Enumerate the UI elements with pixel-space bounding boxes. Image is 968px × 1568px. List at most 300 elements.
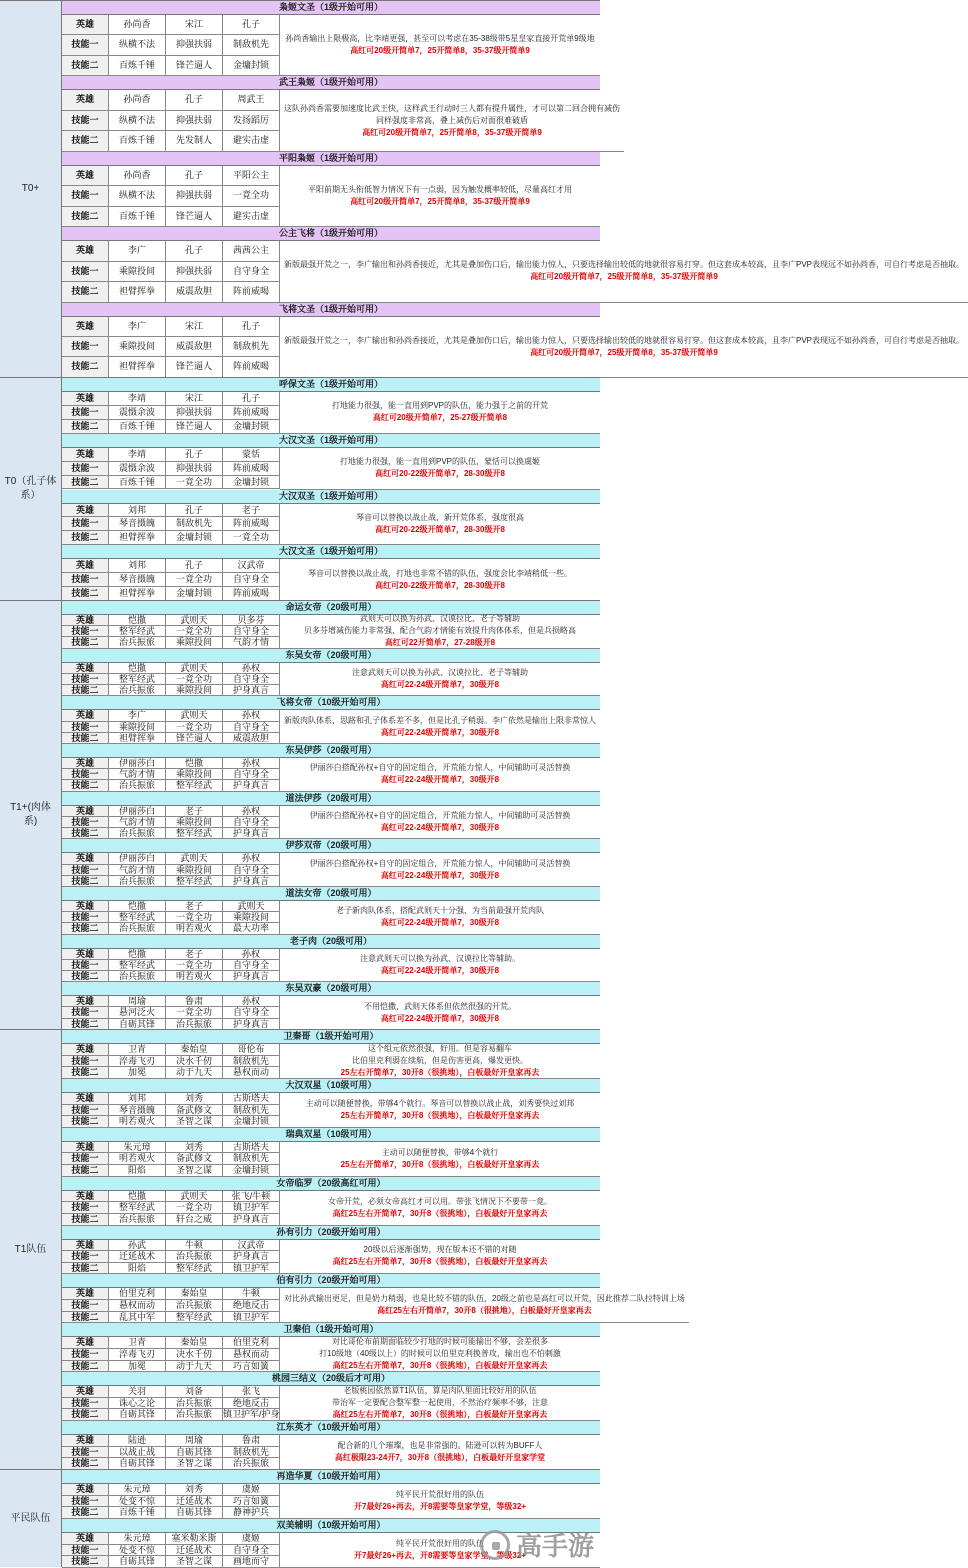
recommendation-note: 高红25左右开简单7，30开8（很挑地），白板最好开皇家再去 bbox=[332, 1410, 548, 1420]
table-cell: 百炼千锤 bbox=[109, 56, 166, 75]
table-cell: 抑强扶弱 bbox=[166, 462, 223, 475]
row-header: 英雄 bbox=[62, 806, 109, 816]
tier-body bbox=[62, 378, 600, 601]
table-cell: 孔子 bbox=[223, 392, 280, 405]
row-header: 英雄 bbox=[62, 559, 109, 572]
table-cell: 阳焰 bbox=[109, 1263, 166, 1274]
table-cell: 镇卫护军 bbox=[223, 1312, 280, 1323]
tier-label: T1+(肉体系) bbox=[0, 601, 62, 1029]
table-cell: 气韵才情 bbox=[109, 865, 166, 875]
description-text: 新版最强开荒之一，李广输出和孙尚香接近，尤其是叠加伤口后，输出能力惊人，只要选择输出较低的地就很容易打穿。但这套成本较高，且李广PVP表现远不如孙尚香，可自行考虑是否抽取。 bbox=[284, 260, 964, 270]
table-cell: 孙权 bbox=[223, 996, 280, 1006]
lineup-title: 双美辅明（10级开始可用） bbox=[62, 1519, 600, 1533]
skill-row bbox=[62, 1067, 280, 1079]
row-header: 英雄 bbox=[62, 1142, 109, 1153]
lineup-description bbox=[280, 758, 600, 792]
description-text: 纯平民开荒很好用的队伍 bbox=[396, 1490, 484, 1499]
table-cell: 整军经武 bbox=[109, 960, 166, 970]
hero-row bbox=[62, 448, 280, 462]
table-cell: 决水千仞 bbox=[166, 1349, 223, 1360]
table-cell: 自守身全 bbox=[223, 769, 280, 779]
table-cell: 自砺其锋 bbox=[166, 1447, 223, 1458]
table-cell: 秦始皇 bbox=[166, 1288, 223, 1299]
lineup-title: 武王枭姬（1级开始可用） bbox=[62, 76, 600, 90]
table-cell: 孙权 bbox=[223, 949, 280, 959]
row-header: 英雄 bbox=[62, 1337, 109, 1348]
recommendation-note: 高红可20级开简单7，25开简单8，35-37级开简单9 bbox=[362, 127, 542, 137]
row-header: 技能二 bbox=[62, 1458, 109, 1469]
hero-skill-table bbox=[62, 996, 280, 1030]
lineup-block bbox=[62, 1177, 600, 1226]
lineup-block bbox=[62, 76, 620, 151]
lineup-title: 孙有引力（20级开始可用） bbox=[62, 1226, 600, 1240]
hero-skill-table bbox=[62, 1337, 280, 1372]
table-cell: 老子 bbox=[166, 949, 223, 959]
lineup-title: 再造华夏（10级开始可用） bbox=[62, 1470, 600, 1484]
table-cell: 孔子 bbox=[223, 15, 280, 34]
table-cell: 一竟全功 bbox=[166, 573, 223, 586]
table-cell: 绝地反击 bbox=[223, 1398, 280, 1409]
recommendation-note: 高红可20级开简单7，25-27级开简单8 bbox=[372, 413, 508, 423]
row-header: 英雄 bbox=[62, 90, 109, 109]
table-cell: 孙权 bbox=[223, 663, 280, 673]
table-cell: 决水千仞 bbox=[166, 1056, 223, 1067]
lineup-description bbox=[280, 1337, 600, 1372]
lineup-grid bbox=[62, 1093, 600, 1128]
hero-skill-table bbox=[62, 448, 280, 490]
recommendation-note: 高红可22-24级开简单7，30级开8 bbox=[380, 965, 500, 975]
skill-row bbox=[62, 420, 280, 434]
hero-row bbox=[62, 901, 280, 912]
table-cell: 乘隙投间 bbox=[109, 262, 166, 281]
table-cell: 孙尚香 bbox=[109, 166, 166, 185]
recommendation-note: 高红可22-24级开简单7，30级开8 bbox=[380, 775, 500, 785]
lineup-description bbox=[280, 949, 600, 983]
table-cell: 气韵才情 bbox=[109, 769, 166, 779]
row-header: 技能一 bbox=[62, 674, 109, 684]
table-cell: 制敌机先 bbox=[223, 337, 280, 356]
skill-row bbox=[62, 262, 280, 282]
lineup-grid bbox=[62, 853, 600, 887]
lineup-grid bbox=[62, 15, 600, 76]
table-cell: 平阳公主 bbox=[223, 166, 280, 185]
skill-row bbox=[62, 971, 280, 982]
lineup-block bbox=[62, 1470, 600, 1519]
table-cell: 治兵振旅 bbox=[109, 971, 166, 981]
recommendation-note: 高红极限23-24开7，30开8（很挑地），白板最好开皇家学堂 bbox=[334, 1452, 546, 1462]
table-cell: 秦始皇 bbox=[166, 1044, 223, 1055]
table-cell: 老子 bbox=[166, 806, 223, 816]
hero-skill-table bbox=[62, 504, 280, 546]
table-cell: 治兵振旅 bbox=[109, 923, 166, 933]
lineup-description bbox=[280, 996, 600, 1030]
hero-skill-table bbox=[62, 15, 280, 76]
table-cell: 阳焰 bbox=[109, 1165, 166, 1176]
lineup-title: 东吴伊莎（20级可用） bbox=[62, 744, 600, 758]
lineup-description bbox=[280, 15, 600, 76]
row-header: 英雄 bbox=[62, 853, 109, 863]
table-cell: 淬毒飞刃 bbox=[109, 1056, 166, 1067]
table-cell: 恺撒 bbox=[109, 615, 166, 625]
skill-row bbox=[62, 1409, 280, 1421]
table-cell: 圣智之谋 bbox=[166, 1556, 223, 1567]
table-cell: 震慑余波 bbox=[109, 406, 166, 419]
lineup-grid bbox=[62, 1337, 600, 1372]
table-cell: 刘秀 bbox=[166, 1093, 223, 1104]
skill-row bbox=[62, 912, 280, 923]
table-cell: 明若观火 bbox=[166, 971, 223, 981]
table-cell: 治兵振旅 bbox=[166, 1019, 223, 1029]
hero-skill-table bbox=[62, 166, 280, 227]
row-header: 英雄 bbox=[62, 392, 109, 405]
table-cell: 武则天 bbox=[166, 1191, 223, 1202]
table-cell: 孔子 bbox=[166, 241, 223, 260]
table-cell: 自守身全 bbox=[223, 817, 280, 827]
description-text: 打10级地（40级以上）的时候可以伯里克利换普攻，输出也不怕刺激 bbox=[319, 1349, 561, 1359]
lineup-title: 桃园三结义（20级后才可用） bbox=[62, 1372, 600, 1386]
table-cell: 治兵振旅 bbox=[166, 1300, 223, 1311]
description-text: 伊丽莎白搭配孙权+自守的固定组合，开荒能力惊人，中间辅助可灵活替换 bbox=[309, 763, 571, 773]
row-header: 技能一 bbox=[62, 1398, 109, 1409]
table-cell: 陆逊 bbox=[109, 1435, 166, 1446]
table-cell: 金墉封锁 bbox=[223, 420, 280, 433]
lineup-title: 卫秦哥（1级开始可用） bbox=[62, 1030, 600, 1044]
tier-section bbox=[0, 600, 600, 1029]
lineup-description bbox=[280, 1093, 600, 1128]
table-cell: 武则天 bbox=[166, 663, 223, 673]
row-header: 技能一 bbox=[62, 1202, 109, 1213]
hero-skill-table bbox=[62, 559, 280, 601]
watermark-text: 高手游 bbox=[515, 1531, 594, 1561]
table-cell: 悬权而动 bbox=[223, 1067, 280, 1078]
row-header: 技能一 bbox=[62, 35, 109, 54]
lineup-block bbox=[62, 696, 600, 744]
table-cell: 护身真言 bbox=[223, 876, 280, 886]
tier-label: T0（孔子体系） bbox=[0, 378, 62, 600]
table-cell: 锋芒逼人 bbox=[166, 207, 223, 226]
hero-row bbox=[62, 1142, 280, 1154]
table-cell: 孙权 bbox=[223, 758, 280, 768]
table-cell: 蒙恬 bbox=[223, 448, 280, 461]
row-header: 英雄 bbox=[62, 1240, 109, 1251]
table-cell: 贝多芬 bbox=[223, 615, 280, 625]
table-cell: 牛顿 bbox=[223, 1288, 280, 1299]
row-header: 英雄 bbox=[62, 901, 109, 911]
skill-row bbox=[62, 1398, 280, 1410]
recommendation-note: 高红25左右开简单7，30开8（很挑地），白板最好开皇家再去 bbox=[332, 1361, 548, 1371]
table-cell: 袒臂挥拳 bbox=[109, 357, 166, 376]
lineup-block bbox=[62, 1, 600, 76]
hero-skill-table bbox=[62, 1386, 280, 1421]
description-text: 打地能力很强，能一直用到PVP的队伍，蒙恬可以换虞姬 bbox=[339, 457, 540, 467]
recommendation-note: 高红可22-24级开简单7，30级开8 bbox=[380, 1013, 500, 1023]
skill-row bbox=[62, 531, 280, 545]
tier-section bbox=[0, 0, 964, 377]
hero-skill-table bbox=[62, 806, 280, 840]
table-cell: 刘备 bbox=[166, 1386, 223, 1397]
table-cell: 伯里克利 bbox=[223, 1337, 280, 1348]
table-cell: 治兵振旅 bbox=[109, 876, 166, 886]
row-header: 技能二 bbox=[62, 1214, 109, 1225]
table-cell: 一竟全功 bbox=[166, 626, 223, 636]
row-header: 英雄 bbox=[62, 949, 109, 959]
table-cell: 加冕 bbox=[109, 1361, 166, 1372]
table-cell: 自守身全 bbox=[223, 865, 280, 875]
table-cell: 圣智之谋 bbox=[166, 1165, 223, 1176]
skill-row bbox=[62, 733, 280, 744]
lineup-grid bbox=[62, 241, 964, 302]
tier-label: T1队伍 bbox=[0, 1030, 62, 1469]
table-cell: 武则天 bbox=[166, 710, 223, 720]
tier-body bbox=[62, 1030, 685, 1470]
table-cell: 宋江 bbox=[166, 392, 223, 405]
row-header: 技能一 bbox=[62, 722, 109, 732]
table-cell: 护身真言 bbox=[223, 971, 280, 981]
lineup-grid bbox=[62, 710, 600, 744]
skill-row bbox=[62, 1251, 280, 1263]
table-cell: 阵前威喝 bbox=[223, 282, 280, 301]
description-text: 新版最强开荒之一，李广输出和孙尚香接近，尤其是叠加伤口后，输出能力惊人，只要选择输出较低的地就很容易打穿。但这套成本较高，且李广PVP表现远不如孙尚香，可自行考虑是否抽取。 bbox=[284, 335, 964, 345]
skill-row bbox=[62, 111, 280, 131]
table-cell: 动于九天 bbox=[166, 1361, 223, 1372]
description-text: 打地能力很强，能一直用到PVP的队伍，能力强于之前的开荒 bbox=[331, 401, 548, 411]
lineup-grid bbox=[62, 949, 600, 983]
hero-skill-table bbox=[62, 1191, 280, 1226]
hero-skill-table bbox=[62, 1288, 280, 1323]
row-header: 技能二 bbox=[62, 1019, 109, 1029]
table-cell: 整军经武 bbox=[166, 876, 223, 886]
row-header: 技能一 bbox=[62, 1496, 109, 1507]
table-cell: 抑强扶弱 bbox=[166, 35, 223, 54]
table-cell: 恺撒 bbox=[109, 901, 166, 911]
table-cell: 制敌机先 bbox=[223, 35, 280, 54]
table-cell: 李靖 bbox=[109, 448, 166, 461]
table-cell: 抑强扶弱 bbox=[166, 262, 223, 281]
table-cell: 武则天 bbox=[166, 853, 223, 863]
table-cell: 护身真言 bbox=[223, 1019, 280, 1029]
table-cell: 孙尚香 bbox=[109, 90, 166, 109]
description-text: 新版肉队体系，思路和孔子体系差不多，但是比孔子稍弱。李广依然是输出上限非常惊人 bbox=[284, 715, 596, 725]
lineup-block bbox=[62, 152, 600, 227]
table-cell: 迁延战术 bbox=[166, 1545, 223, 1556]
table-cell: 自守身全 bbox=[223, 573, 280, 586]
table-cell: 琴音摄魄 bbox=[109, 1105, 166, 1116]
table-cell: 制敌机先 bbox=[223, 1056, 280, 1067]
skill-row bbox=[62, 282, 280, 302]
table-cell: 先发制人 bbox=[166, 131, 223, 150]
skill-row bbox=[62, 56, 280, 76]
lineup-title: 飞将文圣（1级开始可用） bbox=[62, 303, 600, 317]
tier-body bbox=[62, 601, 600, 1030]
lineup-title: 呼保文圣（1级开始可用） bbox=[62, 378, 600, 392]
table-cell: 明若观火 bbox=[109, 1116, 166, 1127]
hero-skill-table bbox=[62, 317, 280, 378]
table-cell: 金墉封锁 bbox=[166, 531, 223, 544]
hero-row bbox=[62, 504, 280, 518]
hero-skill-table bbox=[62, 392, 280, 434]
lineup-description bbox=[280, 1484, 600, 1519]
description-text: 注意武则天可以换为孙武、汉谟拉比、老子等辅助 bbox=[352, 667, 528, 677]
hero-skill-table bbox=[62, 758, 280, 792]
skill-row bbox=[62, 685, 280, 696]
lineup-description bbox=[280, 90, 624, 151]
table-cell: 伊丽莎白 bbox=[109, 758, 166, 768]
lineup-description bbox=[280, 241, 968, 302]
lineup-title: 江东英才（10级开始可用） bbox=[62, 1421, 600, 1435]
table-cell: 备武修文 bbox=[166, 1153, 223, 1164]
skill-row bbox=[62, 1165, 280, 1177]
table-cell: 治兵振旅 bbox=[166, 1251, 223, 1262]
recommendation-note: 高红可20级开简单7，25开简单8，35-37级开简单9 bbox=[350, 196, 530, 206]
table-cell: 伊丽莎白 bbox=[109, 806, 166, 816]
table-cell: 刘邦 bbox=[109, 1093, 166, 1104]
table-cell: 治兵振旅 bbox=[166, 1398, 223, 1409]
table-cell: 悬权而动 bbox=[223, 1349, 280, 1360]
hero-skill-table bbox=[62, 1044, 280, 1079]
lineup-description bbox=[280, 1240, 600, 1275]
table-cell: 袒臂挥拳 bbox=[109, 282, 166, 301]
skill-row bbox=[62, 406, 280, 420]
lineup-grid bbox=[62, 1240, 600, 1275]
row-header: 英雄 bbox=[62, 615, 109, 625]
lineup-title: 伯有引力（20级开始可用） bbox=[62, 1274, 600, 1288]
lineup-title: 大汉文圣（1级开始可用） bbox=[62, 434, 600, 448]
table-cell: 制敌机先 bbox=[223, 1105, 280, 1116]
table-cell: 李广 bbox=[109, 241, 166, 260]
table-cell: 孔子 bbox=[166, 559, 223, 572]
skill-row bbox=[62, 817, 280, 828]
row-header: 技能二 bbox=[62, 357, 109, 376]
table-cell: 阵前威喝 bbox=[223, 462, 280, 475]
skill-row bbox=[62, 865, 280, 876]
lineup-title: 平阳枭姬（1级开始可用） bbox=[62, 152, 600, 166]
row-header: 技能一 bbox=[62, 186, 109, 205]
row-header: 技能二 bbox=[62, 531, 109, 544]
hero-skill-table bbox=[62, 901, 280, 935]
lineup-block bbox=[62, 1128, 600, 1177]
table-cell: 锋芒逼人 bbox=[166, 357, 223, 376]
hero-row bbox=[62, 392, 280, 406]
table-cell: 画地而守 bbox=[223, 1556, 280, 1567]
hero-skill-table bbox=[62, 1142, 280, 1177]
table-cell: 治兵振旅 bbox=[166, 1409, 223, 1420]
table-cell: 一竟全功 bbox=[166, 1007, 223, 1017]
description-text: 主动可以随便替换，带够4个就行 bbox=[381, 1147, 499, 1157]
lineup-description bbox=[280, 504, 600, 546]
lineup-block bbox=[62, 545, 600, 601]
hero-skill-table bbox=[62, 241, 280, 302]
table-cell: 古斯塔夫 bbox=[223, 1093, 280, 1104]
hero-row bbox=[62, 559, 280, 573]
row-header: 英雄 bbox=[62, 996, 109, 1006]
lineup-block bbox=[62, 227, 964, 302]
recommendation-note: 高红可22-24级开简单7，30级开8 bbox=[380, 870, 500, 880]
row-header: 技能二 bbox=[62, 876, 109, 886]
lineup-grid bbox=[62, 663, 600, 697]
table-cell: 孔子 bbox=[166, 448, 223, 461]
table-cell: 乘隙投间 bbox=[166, 865, 223, 875]
table-cell: 一竟全功 bbox=[223, 531, 280, 544]
lineup-grid bbox=[62, 392, 600, 434]
row-header: 技能二 bbox=[62, 733, 109, 743]
table-cell: 恺撒 bbox=[109, 949, 166, 959]
recommendation-note: 25左右开简单7，30开8（很挑地），白板最好开皇家再去 bbox=[340, 1159, 540, 1169]
skill-row bbox=[62, 769, 280, 780]
description-text: 20级以后逐渐强势，现在版本还不错的对随 bbox=[363, 1245, 517, 1255]
table-cell: 琴音摄魄 bbox=[109, 517, 166, 530]
recommendation-note: 高红可22-24级开简单7，30级开8 bbox=[380, 727, 500, 737]
hero-row bbox=[62, 663, 280, 674]
tier-body bbox=[62, 1, 964, 378]
table-cell: 发扬蹈厉 bbox=[223, 111, 280, 130]
table-cell: 一竟全功 bbox=[166, 674, 223, 684]
recommendation-note: 高红可20-22级开简单7，28-30级开8 bbox=[375, 469, 505, 479]
description-text: 琴音可以替换以战止战，打地也非常不错的队伍，强度会比李靖稍低一些。 bbox=[308, 568, 572, 578]
row-header: 英雄 bbox=[62, 758, 109, 768]
table-cell: 纵横不法 bbox=[109, 35, 166, 54]
hero-row bbox=[62, 1484, 280, 1496]
hero-row bbox=[62, 166, 280, 186]
skill-row bbox=[62, 674, 280, 685]
skill-row bbox=[62, 35, 280, 55]
lineup-description bbox=[280, 317, 968, 378]
skill-row bbox=[62, 780, 280, 791]
table-cell: 朱元璋 bbox=[109, 1142, 166, 1153]
recommendation-note: 高红可20级开简单7，25开简单8，35-37级开简单9 bbox=[350, 46, 530, 56]
table-cell: 避实击虚 bbox=[223, 131, 280, 150]
table-cell: 护身真言 bbox=[223, 828, 280, 838]
table-cell: 卫青 bbox=[109, 1044, 166, 1055]
table-cell: 孙权 bbox=[223, 806, 280, 816]
table-cell: 淬毒飞刃 bbox=[109, 1349, 166, 1360]
table-cell: 周瑜 bbox=[109, 996, 166, 1006]
table-cell: 孔子 bbox=[166, 504, 223, 517]
skill-row bbox=[62, 1263, 280, 1275]
lineup-grid bbox=[62, 758, 600, 792]
lineup-description bbox=[280, 615, 600, 649]
lineup-block bbox=[62, 1030, 600, 1079]
table-cell: 百炼千锤 bbox=[109, 1507, 166, 1518]
table-cell: 明若观火 bbox=[166, 923, 223, 933]
lineup-block bbox=[62, 1323, 600, 1372]
lineup-title: 老子肉（20级可用） bbox=[62, 935, 600, 949]
row-header: 技能一 bbox=[62, 960, 109, 970]
lineup-title: 东吴双豪（20级可用） bbox=[62, 982, 600, 996]
table-cell: 关羽 bbox=[109, 1386, 166, 1397]
table-cell: 金墉封锁 bbox=[223, 476, 280, 489]
table-cell: 备武修文 bbox=[166, 1105, 223, 1116]
lineup-grid bbox=[62, 1142, 600, 1177]
skill-row bbox=[62, 1507, 280, 1519]
table-cell: 阵前威喝 bbox=[223, 406, 280, 419]
table-cell: 锋芒逼人 bbox=[166, 420, 223, 433]
table-cell: 老子 bbox=[166, 901, 223, 911]
description-text: 主动可以随便替换，带够4个就行。琴音可以替换以战止战，刘秀要快过刘邦 bbox=[305, 1098, 575, 1108]
row-header: 技能一 bbox=[62, 573, 109, 586]
row-header: 英雄 bbox=[62, 1044, 109, 1055]
table-cell: 自守身全 bbox=[223, 674, 280, 684]
skill-row bbox=[62, 923, 280, 934]
row-header: 技能一 bbox=[62, 1349, 109, 1360]
row-header: 技能二 bbox=[62, 207, 109, 226]
table-cell: 李靖 bbox=[109, 392, 166, 405]
recommendation-note: 25左右开简单7，30开8（很挑地），白板最好开皇家再去 bbox=[340, 1110, 540, 1120]
table-cell: 百炼千锤 bbox=[109, 131, 166, 150]
lineup-block bbox=[62, 1226, 600, 1275]
table-cell: 恺撒 bbox=[109, 1191, 166, 1202]
skill-row bbox=[62, 1300, 280, 1312]
table-cell: 虞姬 bbox=[223, 1484, 280, 1495]
